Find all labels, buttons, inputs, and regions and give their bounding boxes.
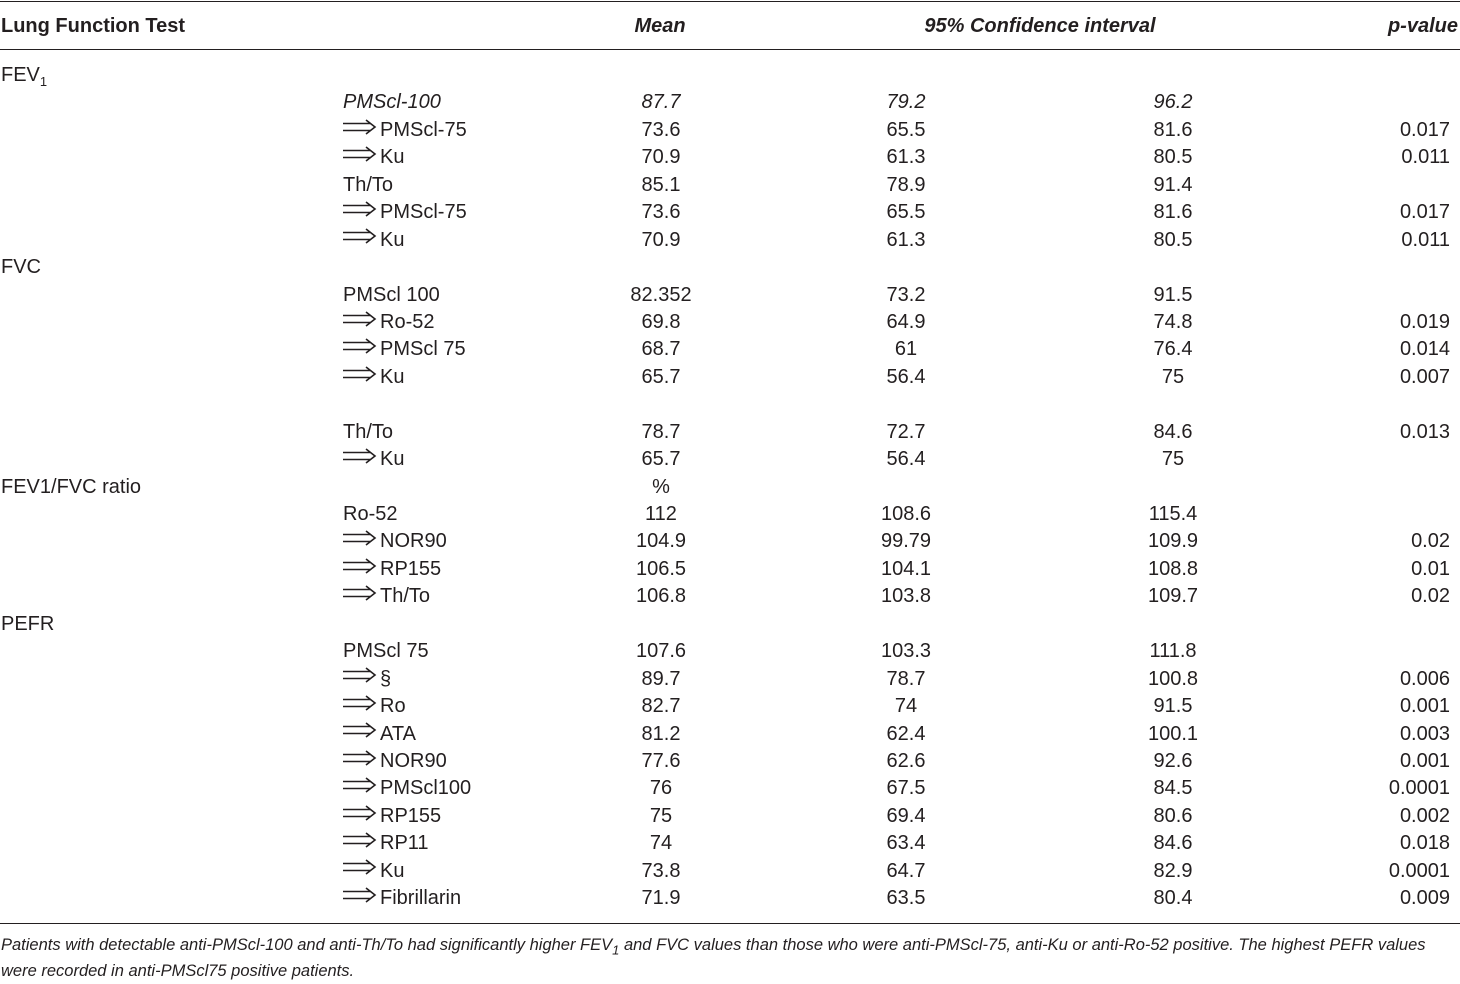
- antibody-name: PMScl 75: [380, 338, 466, 361]
- antibody-name: Ro-52: [343, 503, 398, 525]
- antibody-label: [343, 199, 467, 226]
- table-row: [0, 501, 1460, 528]
- antibody-name: Ku: [380, 448, 405, 471]
- double-arrow-icon: [343, 143, 377, 169]
- antibody-label: [343, 803, 441, 830]
- ci-upper-value: 84.6: [1153, 832, 1193, 855]
- table-row: [0, 528, 1460, 555]
- table-row: [0, 830, 1460, 857]
- category-subscript: 1: [39, 74, 48, 89]
- mean-value: 85.1: [641, 173, 681, 196]
- double-arrow-icon: [343, 116, 377, 142]
- ci-lower-value: 74: [894, 695, 918, 718]
- table-row: [0, 117, 1460, 144]
- table-row: [0, 364, 1460, 391]
- table-row: [0, 775, 1460, 802]
- column-header-mean: Mean: [634, 15, 686, 37]
- ci-lower-value: 62.4: [886, 722, 926, 745]
- table-row: [0, 446, 1460, 473]
- p-value: 0.011: [1401, 228, 1450, 251]
- mean-value: 73.6: [641, 201, 681, 224]
- double-arrow-icon: [343, 225, 377, 251]
- double-arrow-icon: [343, 664, 377, 690]
- p-value: 0.003: [1399, 722, 1450, 745]
- mean-value: 74: [649, 832, 673, 855]
- ci-upper-value: 84.6: [1153, 420, 1193, 443]
- antibody-label: [343, 830, 429, 857]
- table-row: [0, 254, 1460, 281]
- ci-upper-value: 115.4: [1148, 503, 1198, 525]
- antibody-name: PMScl100: [380, 777, 472, 800]
- double-arrow-icon: [343, 829, 377, 855]
- ci-lower-value: 103.8: [880, 585, 932, 608]
- mean-value: 106.5: [635, 557, 687, 580]
- antibody-name: Th/To: [343, 173, 394, 196]
- antibody-label: [343, 885, 461, 912]
- double-arrow-icon: [343, 719, 377, 745]
- mean-value: 82.7: [641, 695, 681, 718]
- mean-value: 65.7: [641, 448, 681, 471]
- category-label: PEFR: [1, 612, 55, 635]
- ci-upper-value: 74.8: [1153, 310, 1193, 333]
- ci-upper-value: 75: [1161, 365, 1185, 388]
- mean-value: 71.9: [641, 887, 681, 910]
- p-value: 0.019: [1399, 310, 1450, 333]
- antibody-label: [343, 446, 404, 473]
- p-value: 0.011: [1401, 146, 1450, 169]
- antibody-label: [343, 89, 441, 115]
- antibody-label: [343, 666, 391, 693]
- double-arrow-icon: [343, 527, 377, 553]
- antibody-label: [343, 501, 397, 527]
- table-row: [0, 556, 1460, 583]
- table-row: [0, 721, 1460, 748]
- mean-value: 81.2: [641, 722, 681, 745]
- ci-lower-value: 99.79: [880, 530, 932, 553]
- table-row: [0, 419, 1460, 446]
- mean-value: 87.7: [641, 91, 681, 114]
- ci-lower-value: 56.4: [886, 365, 926, 388]
- p-value: 0.002: [1399, 804, 1450, 827]
- table-row: [0, 336, 1460, 363]
- antibody-name: Ku: [380, 228, 405, 251]
- p-value: 0.001: [1399, 749, 1450, 772]
- table-row: [0, 309, 1460, 336]
- antibody-name: Ro-52: [380, 310, 435, 333]
- ci-upper-value: 91.4: [1153, 173, 1193, 196]
- footnote-text-part2: and FVC values than those who were anti-PMScl-75, anti-Ku or anti-Ro-52 positive. The highest PEFR values were recorded in anti-PMScl75 positive patients.: [1, 936, 1426, 980]
- ci-upper-value: 91.5: [1153, 695, 1193, 718]
- ci-lower-value: 79.2: [886, 91, 926, 114]
- category-label: FEV1/FVC ratio: [1, 475, 142, 498]
- ci-lower-value: 78.9: [886, 173, 926, 196]
- mean-value: 107.6: [635, 640, 687, 663]
- table-row: [0, 583, 1460, 610]
- mean-value: %: [652, 475, 670, 498]
- antibody-label: [343, 583, 430, 610]
- p-value: 0.014: [1399, 338, 1450, 361]
- table-row: [0, 666, 1460, 693]
- ci-lower-value: 64.9: [886, 310, 926, 333]
- ci-upper-value: 111.8: [1149, 640, 1197, 663]
- mean-value: 78.7: [641, 420, 681, 443]
- antibody-name: §: [380, 667, 392, 690]
- antibody-label: [343, 748, 447, 775]
- antibody-label: [343, 144, 404, 171]
- ci-upper-value: 100.1: [1147, 722, 1199, 745]
- column-header-confidence-interval: 95% Confidence interval: [924, 15, 1156, 37]
- table-row: [0, 748, 1460, 775]
- antibody-name: RP155: [380, 557, 442, 580]
- antibody-label: [343, 775, 471, 802]
- ci-lower-value: 108.6: [880, 503, 932, 525]
- ci-upper-value: 80.6: [1153, 804, 1193, 827]
- antibody-name: RP155: [380, 804, 442, 827]
- category-label: FVC: [1, 256, 41, 279]
- ci-lower-value: 61.3: [886, 146, 926, 169]
- table-body: [0, 62, 1460, 913]
- ci-lower-value: 69.4: [886, 804, 926, 827]
- antibody-label: [343, 117, 467, 144]
- table-row: [0, 803, 1460, 830]
- ci-lower-value: 72.7: [886, 420, 926, 443]
- double-arrow-icon: [343, 308, 377, 334]
- p-value: 0.018: [1399, 832, 1450, 855]
- antibody-label: [343, 721, 416, 748]
- antibody-name: Ku: [380, 859, 405, 882]
- antibody-label: [343, 556, 441, 583]
- mean-value: 77.6: [641, 749, 681, 772]
- antibody-name: RP11: [380, 832, 429, 855]
- ci-lower-value: 104.1: [880, 557, 932, 580]
- table-row: [0, 199, 1460, 226]
- mean-value: 68.7: [641, 338, 681, 361]
- table-row: [0, 144, 1460, 171]
- p-value: 0.0001: [1388, 777, 1450, 800]
- double-arrow-icon: [343, 445, 377, 471]
- ci-upper-value: 80.4: [1153, 887, 1193, 910]
- antibody-name: Ku: [380, 146, 405, 169]
- double-arrow-icon: [343, 198, 377, 224]
- p-value: 0.01: [1411, 557, 1450, 580]
- mean-value: 82.352: [630, 283, 692, 306]
- double-arrow-icon: [343, 856, 377, 882]
- table-header-rule: [0, 49, 1460, 50]
- ci-lower-value: 78.7: [886, 667, 926, 690]
- antibody-name: PMScl 100: [343, 283, 440, 306]
- ci-lower-value: 56.4: [886, 448, 926, 471]
- antibody-name: Ro: [380, 695, 406, 718]
- p-value: 0.017: [1399, 201, 1450, 224]
- antibody-label: [343, 227, 404, 254]
- double-arrow-icon: [343, 335, 377, 361]
- antibody-name: Th/To: [343, 420, 394, 443]
- p-value: 0.013: [1399, 420, 1450, 443]
- table-row: [0, 89, 1460, 116]
- ci-lower-value: 103.3: [880, 640, 932, 663]
- ci-upper-value: 80.5: [1153, 228, 1193, 251]
- antibody-label: [343, 309, 434, 336]
- mean-value: 75: [649, 804, 673, 827]
- ci-lower-value: 64.7: [886, 859, 926, 882]
- mean-value: 70.9: [641, 228, 681, 251]
- p-value: 0.009: [1399, 887, 1450, 910]
- double-arrow-icon: [343, 802, 377, 828]
- antibody-name: Th/To: [380, 585, 431, 608]
- antibody-name: NOR90: [380, 530, 447, 553]
- mean-value: 69.8: [641, 310, 681, 333]
- antibody-name: PMScl-75: [380, 118, 467, 141]
- mean-value: 89.7: [641, 667, 681, 690]
- antibody-label: [343, 336, 466, 363]
- ci-upper-value: 75: [1161, 448, 1185, 471]
- table-row: [0, 474, 1460, 501]
- p-value: 0.02: [1411, 530, 1450, 553]
- table-row: [0, 227, 1460, 254]
- mean-value: 106.8: [635, 585, 687, 608]
- double-arrow-icon: [343, 774, 377, 800]
- table-row: [0, 172, 1460, 199]
- ci-upper-value: 96.2: [1153, 91, 1193, 114]
- ci-upper-value: 76.4: [1153, 338, 1193, 361]
- ci-lower-value: 62.6: [886, 749, 926, 772]
- mean-value: 65.7: [641, 365, 681, 388]
- ci-lower-value: 63.4: [886, 832, 926, 855]
- antibody-label: [343, 528, 447, 555]
- antibody-name: PMScl 75: [343, 640, 429, 663]
- double-arrow-icon: [343, 884, 377, 910]
- antibody-label: [343, 364, 404, 391]
- antibody-name: Fibrillarin: [380, 887, 462, 910]
- p-value: 0.001: [1399, 695, 1450, 718]
- antibody-name: Ku: [380, 365, 405, 388]
- table-row: [0, 858, 1460, 885]
- ci-upper-value: 109.9: [1147, 530, 1199, 553]
- ci-lower-value: 65.5: [886, 201, 926, 224]
- table-row: [0, 62, 1460, 89]
- antibody-name: PMScl-75: [380, 201, 467, 224]
- antibody-label: [343, 638, 429, 664]
- mean-value: 70.9: [641, 146, 681, 169]
- mean-value: 76: [649, 777, 673, 800]
- p-value: 0.006: [1399, 667, 1450, 690]
- ci-lower-value: 65.5: [886, 118, 926, 141]
- ci-lower-value: 61: [894, 338, 918, 361]
- ci-upper-value: 91.5: [1153, 283, 1193, 306]
- antibody-name: NOR90: [380, 749, 447, 772]
- ci-upper-value: 100.8: [1147, 667, 1199, 690]
- table-row: [0, 693, 1460, 720]
- footnote-text-part1: Patients with detectable anti-PMScl-100 and anti-Th/To had significantly higher FEV: [1, 936, 613, 954]
- ci-upper-value: 81.6: [1153, 201, 1193, 224]
- double-arrow-icon: [343, 555, 377, 581]
- mean-value: 73.6: [641, 118, 681, 141]
- double-arrow-icon: [343, 747, 377, 773]
- antibody-label: [343, 693, 406, 720]
- category-label: $FEV_1$: [1, 64, 48, 89]
- antibody-name: ATA: [380, 722, 416, 745]
- table-row: [0, 638, 1460, 665]
- mean-value: 73.8: [641, 859, 681, 882]
- double-arrow-icon: [343, 363, 377, 389]
- table-row: [0, 611, 1460, 638]
- mean-value: 112: [645, 503, 677, 525]
- ci-upper-value: 108.8: [1147, 557, 1199, 580]
- p-value: 0.0001: [1388, 859, 1450, 882]
- p-value: 0.02: [1411, 585, 1450, 608]
- ci-upper-value: 92.6: [1153, 749, 1193, 772]
- table-top-rule: [0, 1, 1460, 2]
- ci-upper-value: 80.5: [1153, 146, 1193, 169]
- table-bottom-rule: [0, 923, 1460, 924]
- antibody-label: [343, 282, 440, 308]
- double-arrow-icon: [343, 692, 377, 718]
- p-value: 0.017: [1399, 118, 1450, 141]
- footnote-subscript: 1: [612, 942, 620, 958]
- table-row: [0, 282, 1460, 309]
- ci-upper-value: 81.6: [1153, 118, 1193, 141]
- antibody-label: [343, 172, 393, 198]
- table-footnote: [1, 932, 1459, 984]
- ci-lower-value: 63.5: [886, 887, 926, 910]
- ci-upper-value: 84.5: [1153, 777, 1193, 800]
- mean-value: 104.9: [635, 530, 687, 553]
- ci-lower-value: 73.2: [886, 283, 926, 306]
- table-row: [0, 391, 1460, 418]
- column-header-p-value: p-value: [1387, 15, 1458, 37]
- ci-lower-value: 67.5: [886, 777, 926, 800]
- double-arrow-icon: [343, 582, 377, 608]
- ci-upper-value: 109.7: [1147, 585, 1199, 608]
- antibody-label: [343, 419, 393, 445]
- table-row: [0, 885, 1460, 912]
- p-value: 0.007: [1399, 365, 1450, 388]
- antibody-label: [343, 858, 404, 885]
- ci-upper-value: 82.9: [1153, 859, 1193, 882]
- antibody-name: PMScl-100: [343, 91, 441, 114]
- column-header-test: Lung Function Test: [1, 15, 186, 37]
- ci-lower-value: 61.3: [886, 228, 926, 251]
